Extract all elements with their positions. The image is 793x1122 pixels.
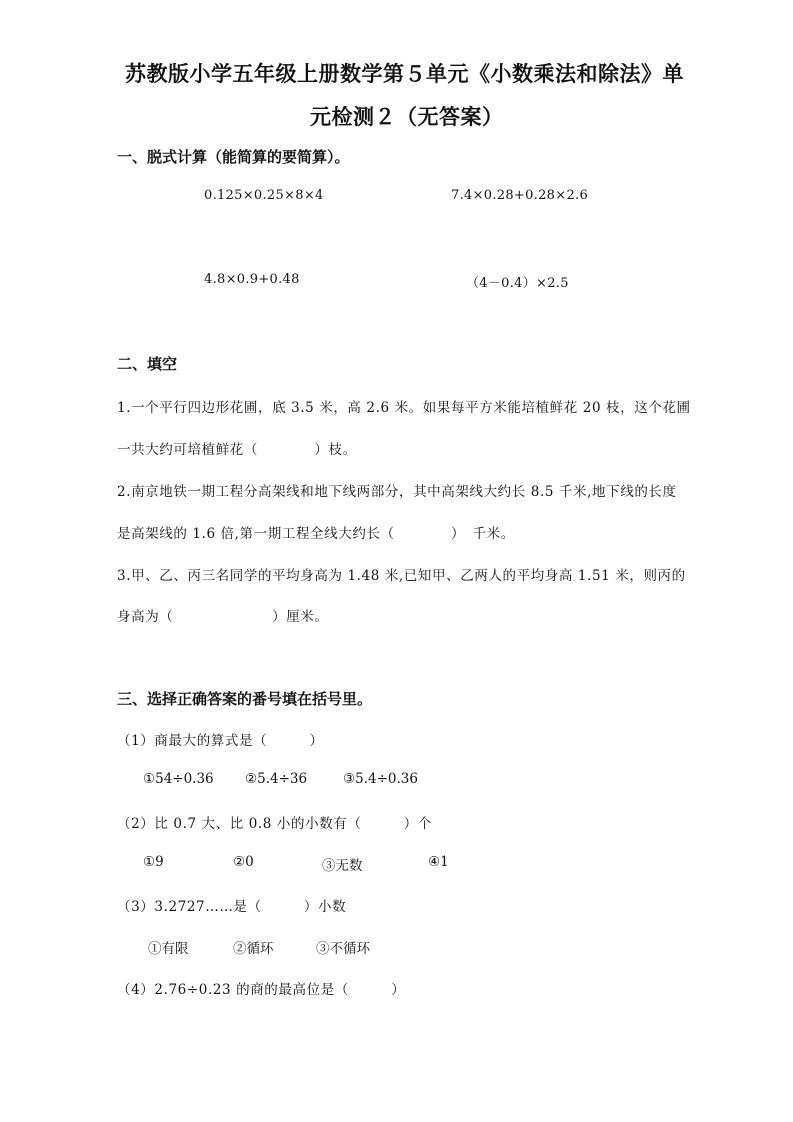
- choice-q3-option-1: ①有限: [148, 941, 189, 957]
- choice-q2-stem: （2）比 0.7 大、比 0.8 小的小数有（ ）个: [117, 816, 432, 832]
- calc-problem-3: 4.8×0.9+0.48: [204, 272, 300, 287]
- fill-q1-line-2: 一共大约可培植鲜花（ ）枝。: [117, 442, 357, 458]
- fill-q2-line-1: 2.南京地铁一期工程分高架线和地下线两部分，其中高架线大约长 8.5 千米,地下线的长度: [117, 484, 677, 500]
- choice-q1-option-3: ③5.4÷0.36: [343, 771, 418, 787]
- choice-q1-stem: （1）商最大的算式是（ ）: [117, 733, 324, 749]
- calc-problem-2: 7.4×0.28+0.28×2.6: [451, 188, 589, 203]
- choice-q1-option-1: ①54÷0.36: [143, 771, 214, 787]
- section-1-heading: 一、脱式计算（能简算的要简算）。: [117, 148, 350, 166]
- section-3-heading: 三、选择正确答案的番号填在括号里。: [117, 690, 373, 708]
- calc-problem-4: （4－0.4）×2.5: [466, 276, 569, 291]
- fill-q3-line-1: 3.甲、乙、丙三名同学的平均身高为 1.48 米,已知甲、乙两人的平均身高 1.51 米，则丙的: [117, 568, 686, 584]
- fill-q3-line-2: 身高为（ ）厘米。: [117, 609, 329, 625]
- choice-q3-stem: （3）3.2727……是（ ）小数: [117, 899, 347, 915]
- choice-q2-option-4: ④1: [428, 854, 449, 870]
- choice-q2-option-3: ③无数: [322, 858, 363, 874]
- choice-q2-option-2: ②0: [233, 854, 254, 870]
- choice-q1-option-2: ②5.4÷36: [245, 771, 308, 787]
- section-2-heading: 二、填空: [117, 355, 178, 373]
- choice-q2-option-1: ①9: [143, 854, 164, 870]
- choice-q4-stem: （4）2.76÷0.23 的商的最高位是（ ）: [117, 982, 406, 998]
- fill-q2-line-2: 是高架线的 1.6 倍,第一期工程全线大约长（ ） 千米。: [117, 526, 515, 542]
- choice-q3-option-3: ③不循环: [316, 941, 370, 957]
- page-title-line-2: 元检测２（无答案）: [310, 105, 504, 129]
- calc-problem-1: 0.125×0.25×8×4: [204, 188, 324, 203]
- choice-q3-option-2: ②循环: [233, 941, 274, 957]
- fill-q1-line-1: 1.一个平行四边形花圃，底 3.5 米，高 2.6 米。如果每平方米能培植鲜花 20 枝，这个花圃: [117, 400, 691, 416]
- page-title-line-1: 苏教版小学五年级上册数学第５单元《小数乘法和除法》单: [125, 62, 684, 86]
